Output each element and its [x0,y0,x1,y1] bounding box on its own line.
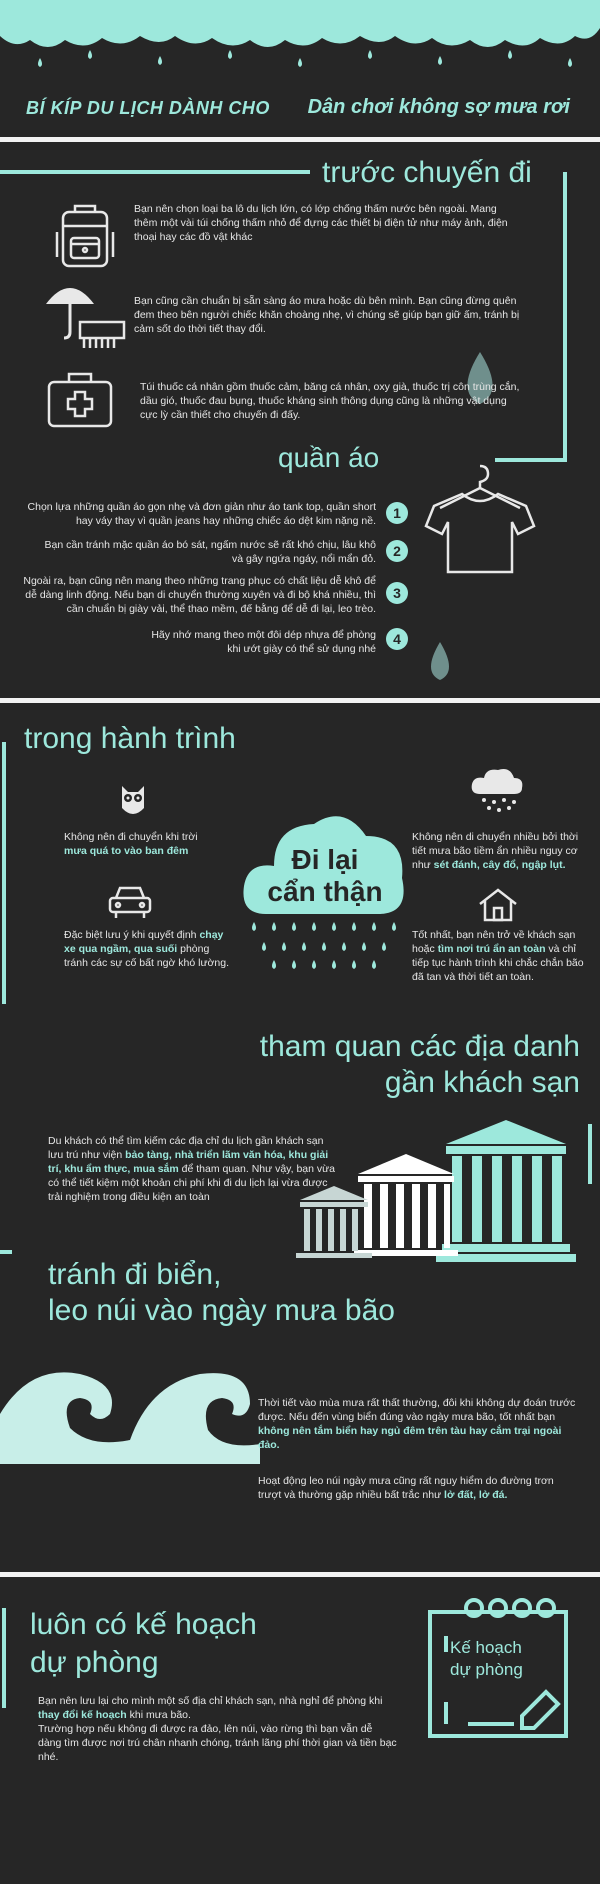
backup-paragraph2: Trường hợp nếu không đi được ra đảo, lên núi, vào rừng thì bạn vẫn dễ dàng tìm được nơi trú chân nhanh chóng, tránh lãng phí thời gian và tiền bạc nhé. [38,1723,397,1763]
journey-right1-highlight: sét đánh, cây đổ, ngập lụt. [433,859,566,871]
car-icon [106,884,154,920]
section-divider [0,1572,600,1577]
heading-sightseeing-line1: tham quan các địa danh [259,1030,580,1063]
journey-left2-text-end: phòng tránh các sự cố bất ngờ khó lường. [64,943,229,969]
journey-right2-text-end: và chỉ tiếp tục hành trình khi chắc chắn bão đã tan và thời tiết an toàn. [412,943,584,983]
section-backup-plan [0,1578,600,1884]
avoid-paragraph1-highlight: không nên tắm biển hay ngủ đêm trên tàu hay cắm trại ngoài đảo. [258,1425,562,1451]
before-trip-item2: Bạn cũng cần chuẩn bị sẵn sàng áo mưa hoặc dù bên mình. Bạn cũng đừng quên đem theo bên người chiếc khăn choàng nhẹ, vì chúng sẽ giúp bạn giữ ấm, tránh bị cảm sốt do thời tiết thay đổi. [134,295,520,335]
clothes-item-3: Ngoài ra, bạn cũng nên mang theo những trang phục có chất liệu dễ khô để dễ dàng linh động. Nếu bạn di chuyển thường xuyên và đi bộ khá nhiều, thì cần chuẩn bị giày vải, thể thao mềm, đế bằng để dễ đi lại, leo trèo. [23,575,376,615]
sightseeing-text-end: để tham quan. Như vậy, bạn vừa có thể tiết kiệm một khoản chi phí khi đi du lịch lại vừa được trải nghiệm trong điều kiện an toàn [48,1163,336,1203]
header-title-line1: BÍ KÍP DU LỊCH DÀNH CHO [26,98,270,118]
journey-right2-text: Tốt nhất, bạn nên trở về khách sạn hoặc [412,929,576,955]
heading-avoid-line2: leo núi vào ngày mưa bão [48,1294,395,1327]
backup-paragraph1-text: Bạn nên lưu lại cho mình một số địa chỉ khách sạn, nhà nghỉ để phòng khi [38,1695,383,1707]
avoid-paragraph1-text: Thời tiết vào mùa mưa rất thất thường, đôi khi không dự đoán trước được. Nếu đến vùng biển đúng vào ngày mưa bão, tốt nhất bạn [258,1397,576,1423]
journey-right1-text: Không nên di chuyển nhiều bởi thời tiết mưa bão tiềm ẩn nhiều nguy cơ như [412,831,579,871]
clothes-number-4: 4 [386,628,408,650]
sightseeing-text [48,1134,338,1204]
heading-before-trip: trước chuyến đi [322,156,532,189]
clothes-item-1: Chọn lựa những quần áo gọn nhẹ và đơn giản như áo tank top, quần short hay váy thay vì quần jeans hay những chiếc áo dệt kim nặng nề. [27,501,376,527]
backup-paragraph1 [38,1694,398,1722]
ocean-waves-illustration [0,1344,260,1464]
heading-sightseeing-line2: gần khách sạn [384,1066,580,1099]
clothes-item-2: Bạn cần tránh mặc quần áo bó sát, ngấm nước sẽ rất khó chịu, lâu khô và gây ngứa ngáy, nổi mẩn đỏ. [44,539,376,565]
backup-paragraph1-highlight: thay đổi kế hoạch [38,1709,127,1721]
journey-right2 [412,928,592,984]
avoid-paragraph1 [258,1396,576,1452]
heading-backup-line1: luôn có kế hoạch [30,1608,257,1641]
backpack-icon [55,202,115,270]
notepad-text-line1: Kế hoạch [450,1638,522,1657]
journey-left1-text: Không nên đi chuyển khi trời [64,831,198,843]
header-banner [0,0,600,135]
journey-left2-highlight: chạy xe qua ngầm, qua suối [64,929,224,955]
section-before-trip [0,142,600,697]
house-icon [476,886,520,924]
heading-backup-line2: dự phòng [30,1646,159,1679]
sightseeing-highlight: bảo tàng, nhà triển lãm văn hóa, khu giải trí, khu ẩm thực, mua sắm [48,1149,329,1175]
heading-clothes: quần áo [278,442,380,473]
journey-left2 [64,928,234,970]
heading-avoid-line1: tránh đi biển, [48,1258,222,1291]
tshirt-hanger-icon [420,460,540,580]
heading-journey: trong hành trình [24,722,236,755]
before-trip-item3: Túi thuốc cá nhân gồm thuốc cảm, băng cá nhân, oxy già, thuốc trị côn trùng cắn, dầu gió, thuốc đau bụng, thuốc kháng sinh thông dụng cũng là những vật dụng cực lỳ cần thiết cho chuyến đi đấy. [140,381,520,421]
section-journey [0,704,600,1564]
owl-icon [118,782,148,818]
cloud-drips-decoration [0,0,600,80]
first-aid-kit-icon [45,368,115,430]
journey-left1 [64,830,234,858]
notepad-text-line2: dự phòng [450,1660,523,1679]
avoid-paragraph2 [258,1474,576,1502]
umbrella-icon [40,272,130,352]
header-title-line2: Dân chơi không sợ mưa rơi [307,96,570,118]
museum-buildings-illustration [296,1116,586,1266]
backup-paragraph1-text-end: khi mưa bão. [126,1709,191,1721]
sightseeing-text-start: Du khách có thể tìm kiếm các địa chỉ du lịch gần khách sạn lưu trú như viện [48,1135,324,1161]
cloud-text-line2: cẩn thận [267,876,383,907]
journey-right2-highlight: tìm nơi trú ẩn an toàn [437,943,546,955]
cloud-text-line1: Đi lại [291,844,359,875]
journey-right1 [412,830,592,872]
before-trip-item1: Bạn nên chọn loại ba lô du lịch lớn, có lớp chống thấm nước bên ngoài. Mang thêm một vài túi chống thấm nhỏ để đựng các thiết bị điện tử như máy ảnh, điện thoại hay các đồ vật khác [134,203,508,243]
journey-left2-text: Đặc biệt lưu ý khi quyết định [64,929,200,941]
clothes-number-1: 1 [386,502,408,524]
avoid-paragraph2-text: Hoạt động leo núi ngày mưa cũng rất nguy hiểm do đường trơn trượt và thường gặp nhiều bất trắc như [258,1475,554,1501]
clothes-number-3: 3 [386,582,408,604]
section-divider [0,698,600,703]
clothes-item-4: Hãy nhớ mang theo một đôi dép nhựa để phòng khi ướt giày có thể sử dụng nhé [151,629,376,655]
clothes-number-2: 2 [386,540,408,562]
thunder-cloud-icon [470,766,524,814]
avoid-paragraph2-highlight: lở đất, lở đá. [444,1489,508,1501]
journey-left1-highlight: mưa quá to vào ban đêm [64,845,189,857]
